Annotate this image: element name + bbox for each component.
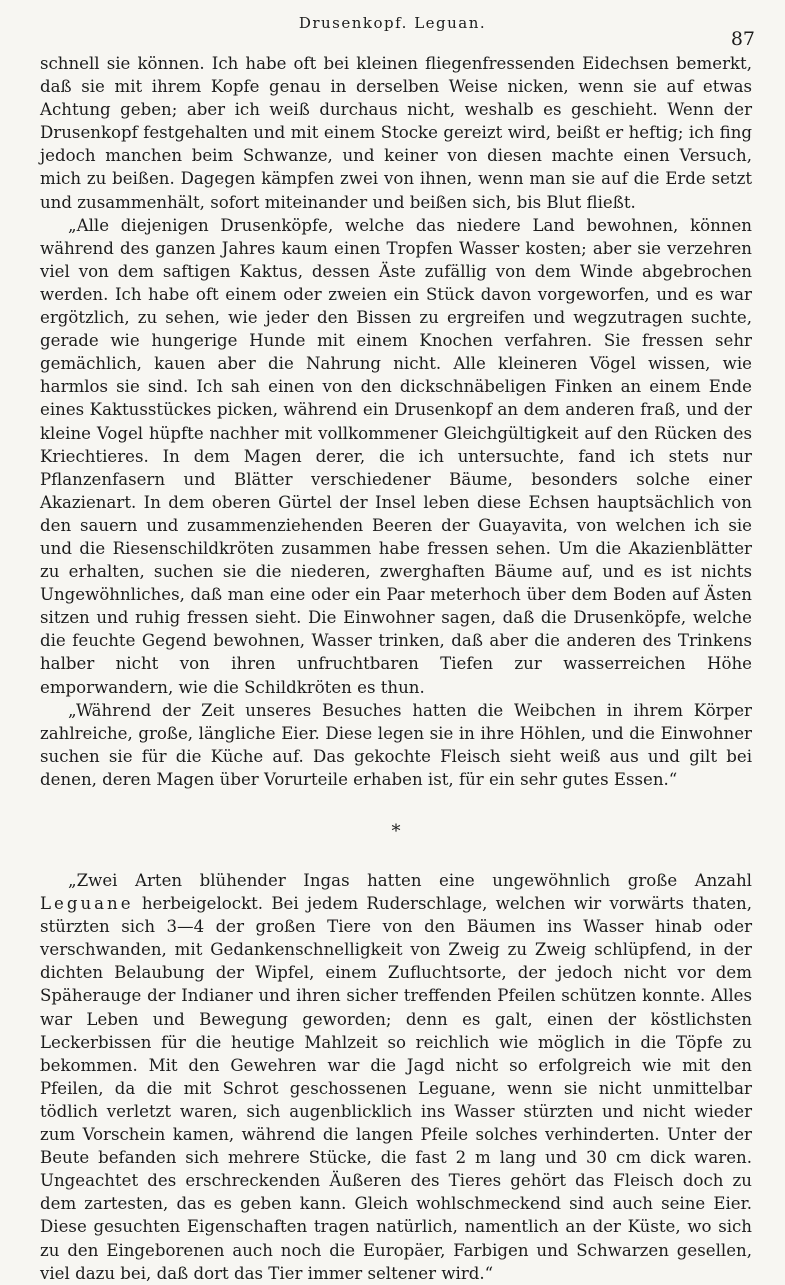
paragraph-1: schnell sie können. Ich habe oft bei kleinen fliegenfressenden Eidechsen bemerkt, daß sie mit ihrem Kopfe genau in derselben Weise nicken, wenn sie auf etwas Achtung geben; aber ich weiß durchaus nicht, weshalb es geschieht. Wenn der Drusenkopf festgehalten und mit einem Stocke gereizt wird, beißt er heftig; ich fing jedoch manchen beim Schwanze, und keiner von diesen machte einen Versuch, mich zu beißen. Dagegen kämpfen zwei von ihnen, wenn man sie auf die Erde setzt und zusammenhält, sofort miteinander und beißen sich, bis Blut fließt. (40, 54, 752, 212)
body-text (40, 52, 752, 1285)
paragraph-4 (40, 869, 752, 1285)
running-head: Drusenkopf. Leguan. (298, 14, 487, 32)
section-divider-asterisk: * (391, 821, 401, 842)
paragraph-4-rest: herbeigelockt. Bei jedem Ruderschlage, welchen wir vorwärts thaten, stürzten sich 3—4 der großen Tiere von den Bäumen ins Wasser hinab oder verschwanden, mit Gedankenschnelligkeit von Zweig zu Zweig schlüpfend, in der dichten Belaubung der Wipfel, einem Zufluchtsorte, der jedoch nicht vor dem Späherauge der Indianer und ihren sicher treffenden Pfeilen schützen konnte. Alles war Leben und Bewegung geworden; denn es galt, einen der köstlichsten Leckerbissen für die heutige Mahlzeit so reichlich wie möglich in die Töpfe zu bekommen. Mit den Gewehren war die Jagd nicht so erfolgreich wie mit den Pfeilen, da die mit Schrot geschossenen Leguane, wenn sie nicht unmittelbar tödlich verletzt waren, sich augenblicklich ins Wasser stürzten und nicht wieder zum Vorschein kamen, während die langen Pfeile solches verhinderten. Unter der Beute befanden sich mehrere Stücke, die fast 2 m lang und 30 cm dick waren. Ungeachtet des erschreckenden Äußeren des Tieres gehört das Fleisch doch zu dem zartesten, das es geben kann. Gleich wohlschmeckend sind auch seine Eier. Diese gesuchten Eigenschaften tragen natürlich, namentlich an der Küste, wo sich zu den Eingeborenen auch noch die Europäer, Farbigen und Schwarzen gesellen, viel dazu bei, daß dort das Tier immer seltener wird.“ (40, 894, 752, 1283)
paragraph-2: „Alle diejenigen Drusenköpfe, welche das niedere Land bewohnen, können während des ganzen Jahres kaum einen Tropfen Wasser kosten; aber sie verzehren viel von dem saftigen Kaktus, dessen Äste zufällig von dem Winde abgebrochen werden. Ich habe oft einem oder zweien ein Stück davon vorgeworfen, und es war ergötzlich, zu sehen, wie jeder den Bissen zu ergreifen und wegzutragen suchte, gerade wie hungerige Hunde mit einem Knochen verfahren. Sie fressen sehr gemächlich, kauen aber die Nahrung nicht. Alle kleineren Vögel wissen, wie harmlos sie sind. Ich sah einen von den dickschnäbeligen Finken an einem Ende eines Kaktusstückes picken, während ein Drusenkopf an dem anderen fraß, und der kleine Vogel hüpfte nachher mit vollkommener Gleichgültigkeit auf den Rücken des Kriechtieres. In dem Magen derer, die ich untersuchte, fand ich stets nur Pflanzenfasern und Blätter verschiedener Bäume, besonders solche einer Akazienart. In dem oberen Gürtel der Insel leben diese Echsen hauptsächlich von den sauern und zusammenziehenden Beeren der Guayavita, von welchen ich sie und die Riesenschildkröten zusammen habe fressen sehen. Um die Akazienblätter zu erhalten, suchen sie die niederen, zwerghaften Bäume auf, und es ist nichts Ungewöhnliches, daß man eine oder ein Paar meterhoch über dem Boden auf Ästen sitzen und ruhig fressen sieht. Die Einwohner sagen, daß die Drusenköpfe, welche die feuchte Gegend bewohnen, Wasser trinken, daß aber die anderen des Trinkens halber nicht von ihren unfruchtbaren Tiefen zur wasserreichen Höhe emporwandern, wie die Schildkröten es thun. (40, 215, 752, 697)
paragraph-4-start: „Zwei Arten blühender Ingas hatten eine ungewöhnlich große Anzahl (68, 871, 752, 890)
paragraph-3: „Während der Zeit unseres Besuches hatten die Weibchen in ihrem Körper zahlreiche, große, längliche Eier. Diese legen sie in ihre Höhlen, und die Einwohner suchen sie für die Küche auf. Das gekochte Fleisch sieht weiß aus und gilt bei denen, deren Magen über Vorurteile erhaben ist, für ein sehr gutes Essen.“ (40, 700, 752, 789)
page-number: 87 (730, 28, 755, 50)
emphasized-word-leguane: Leguane (40, 894, 134, 914)
